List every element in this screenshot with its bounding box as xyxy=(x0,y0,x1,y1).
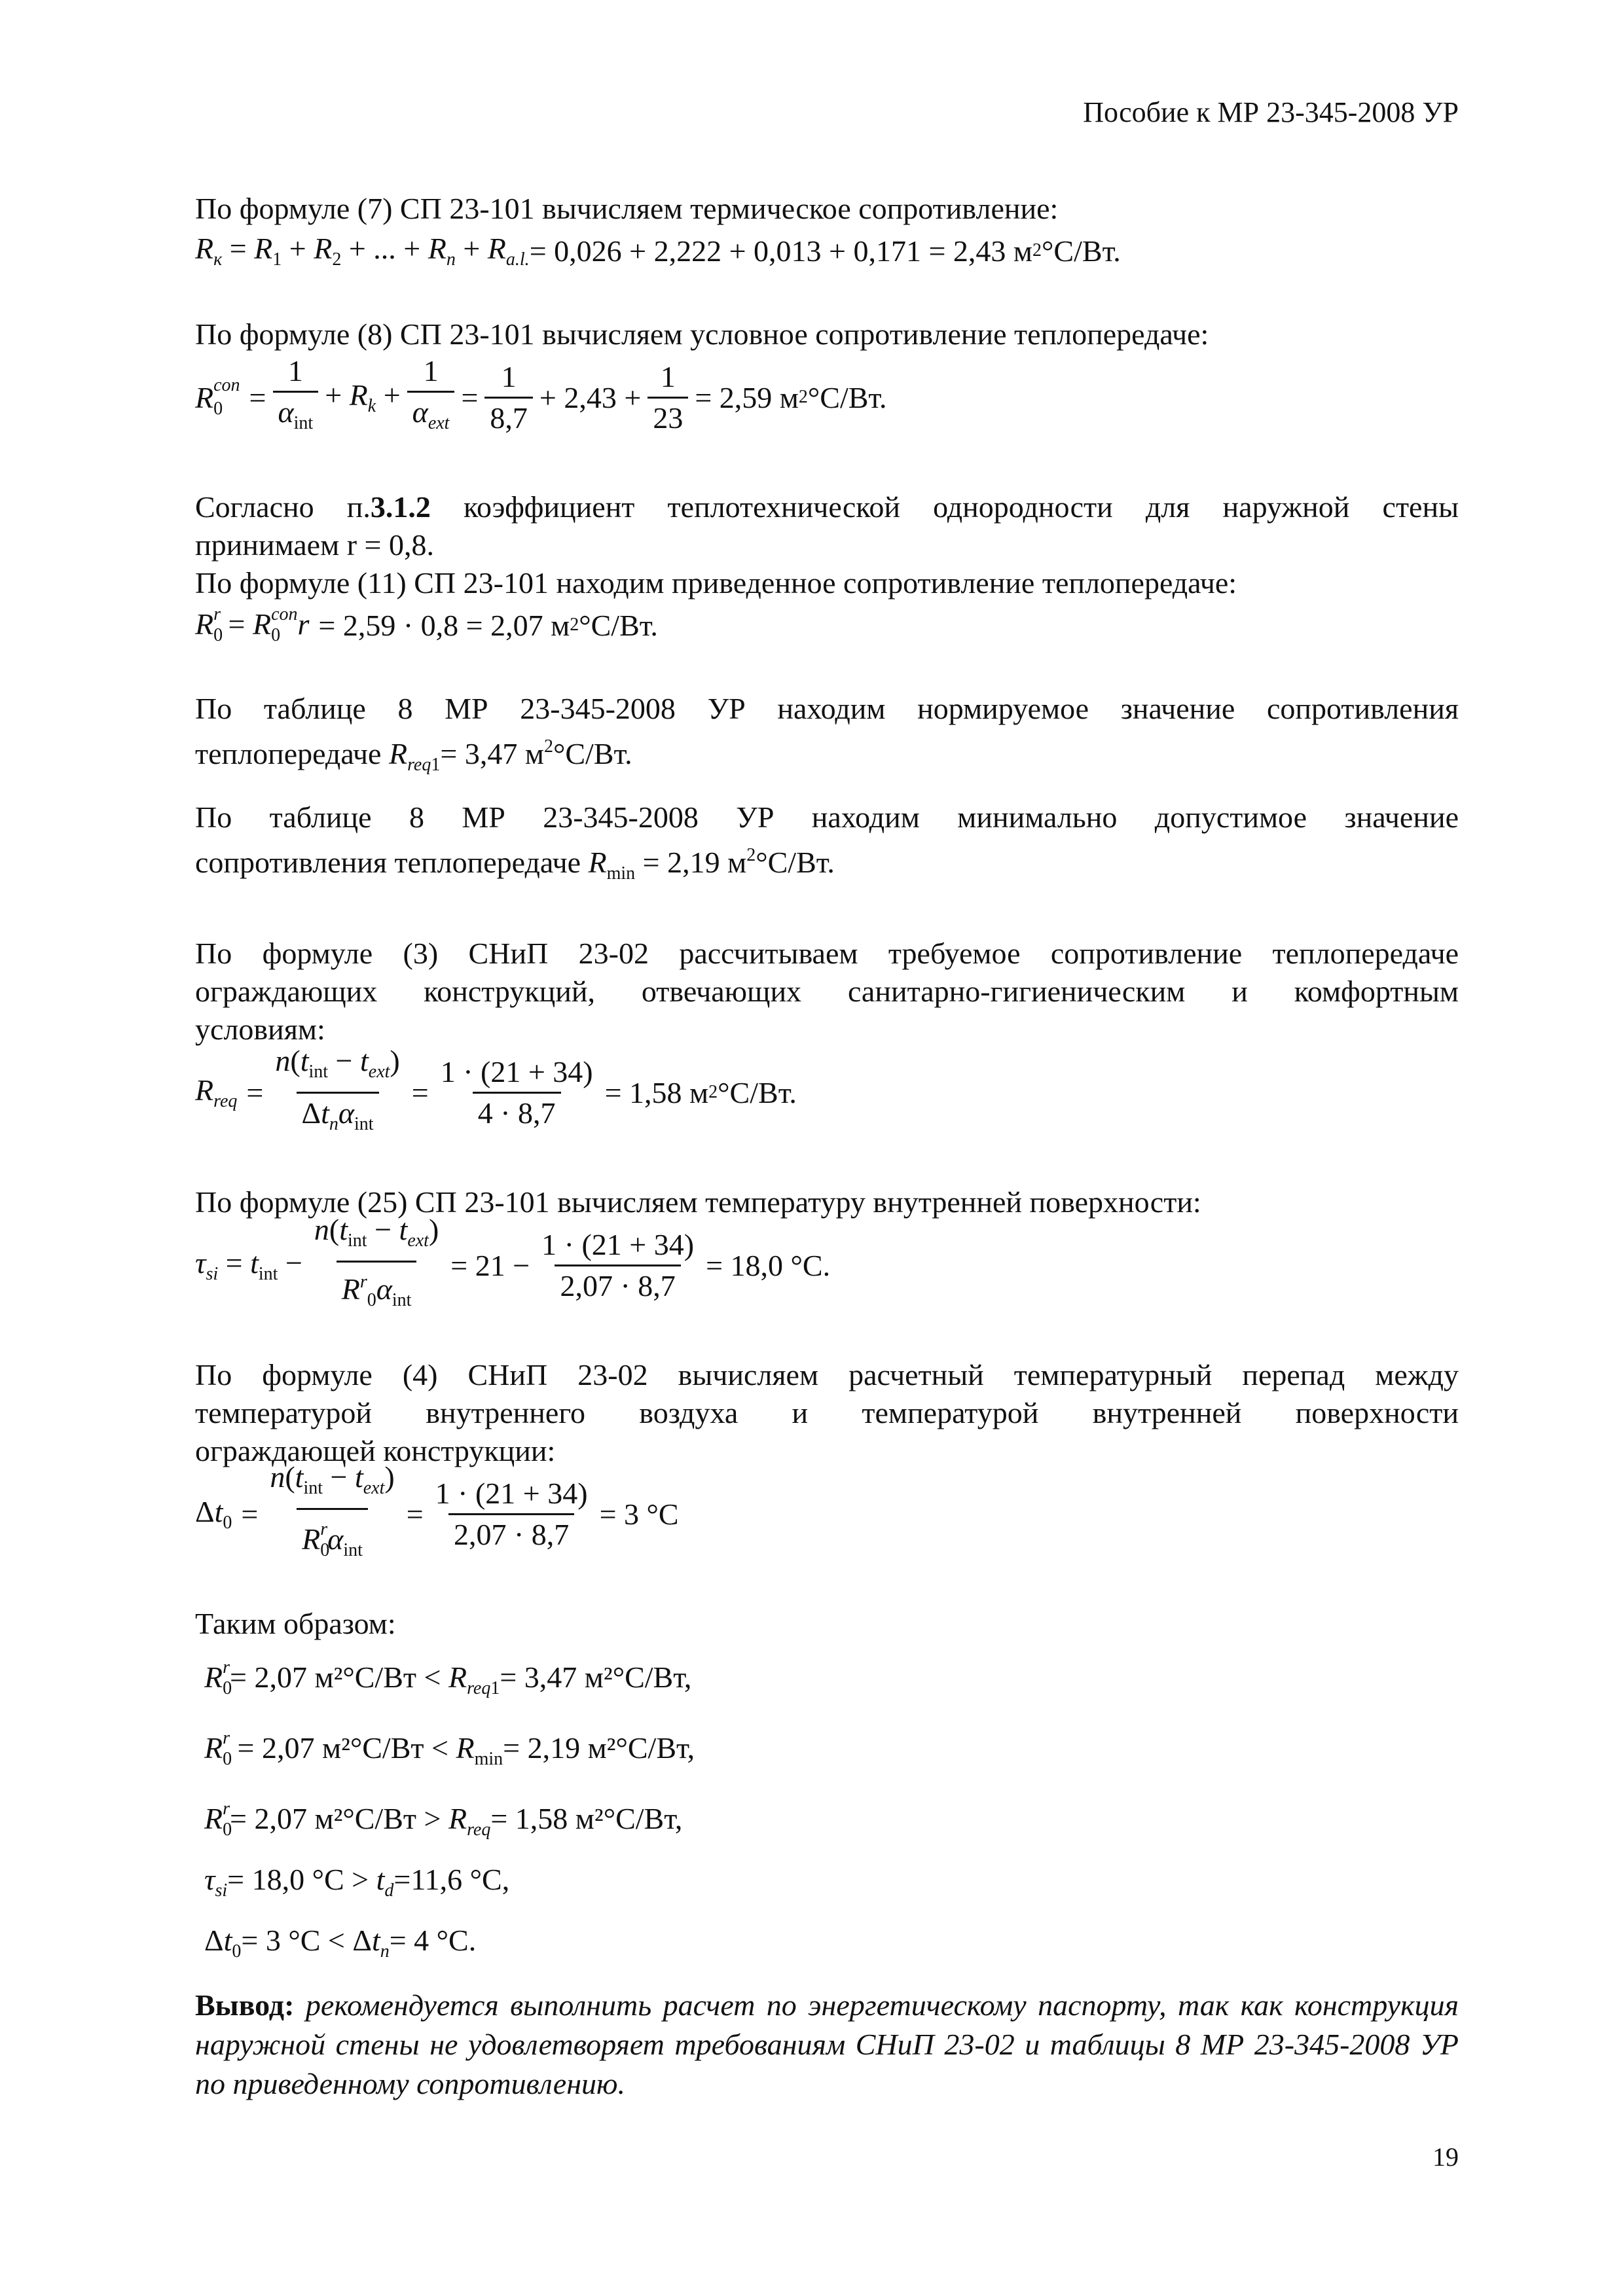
paragraph-uniformity-line2: принимаем r = 0,8. xyxy=(195,528,434,562)
paragraph-temp-difference-line2: температурой внутреннего воздуха и температурой внутренней поверхности xyxy=(195,1396,1459,1429)
summary-item: $\tau_{si}= 18,0$ $^\circ C > t_d=11,6$ °C, xyxy=(204,1863,510,1901)
conclusion-label: Вывод: xyxy=(195,1988,295,2022)
summary-title: Таким образом: xyxy=(195,1607,396,1640)
formula-rreq: $R_{req}$ = $\frac{n(t_{int} - t_{ext})}{\Delta t_n\alpha_{int}}$ = $\frac{1 \cdot (21 + 34)}{4 \cdot 8,7}$ = 1,58 м 2 °C/Вт. xyxy=(195,1043,1459,1141)
conclusion-paragraph xyxy=(195,1986,1459,2104)
summary-item: $R_0^r= 2,07$ $м^2^\circ C/Вт > R_{req}= 1,58$ м²°C/Вт, xyxy=(204,1799,683,1840)
formula-tau-si: $\tau_{si} = t_{int}$ − $\frac{n(t_{int} - t_{ext})}{R^r_0\alpha_{int}}$ = 21 − $\frac{1 \cdot (21 + 34)}{2,07 \cdot 8,7}$ = 18,0 °C. xyxy=(195,1216,1459,1314)
conclusion-text: рекомендуется выполнить расчет по энергетическому паспорту, так как конструкция наружной стены не удовлетворяет требованиям СНиП 23-02 и таблицы 8 МР 23-345-2008 УР по приведенному сопротивлению. xyxy=(195,1988,1459,2100)
paragraph-normative-line1: По таблице 8 МР 23-345-2008 УР находим нормируемое значение сопротивления xyxy=(195,692,1459,725)
paragraph-minimum-line1: По таблице 8 МР 23-345-2008 УР находим минимально допустимое значение xyxy=(195,800,1459,834)
paragraph-required-line3: условиям: xyxy=(195,1013,325,1046)
paragraph-temp-difference-line3: ограждающей конструкции: xyxy=(195,1434,556,1467)
summary-item: $R_0^r= 2,07$ $м^2^\circ C/Вт < R_{req1}= 3,47$ м²°C/Вт, xyxy=(204,1657,692,1698)
formula-r0-con: $R_0^{con}$ = $\frac{1}{\alpha_{int}}$ + $R_k$ + $\frac{1}{\alpha_{ext}}$ = $\frac{1}{8,7}$ + 2,43 + $\frac{1}{23}$ = 2,59 м 2 °C/Вт. xyxy=(195,348,1459,446)
summary-item: $R_0^r = 2,07$ $м^2^\circ C/Вт < R_{min}= 2,19$ м²°C/Вт, xyxy=(204,1728,695,1769)
summary-item: $\Delta t_0= 3$ $^\circ C < \Delta t_n= 4$ °C. xyxy=(204,1924,477,1962)
paragraph-normative-line2: теплопередаче $R_{req1}= 3,47$ $м^2^\circ C/Вт$. xyxy=(195,736,632,775)
paragraph-uniformity-line1: Согласно п.3.1.2 коэффициент теплотехнической однородности для наружной стены xyxy=(195,490,1459,524)
paragraph-surface-temp-intro: По формуле (25) СП 23-101 вычисляем температуру внутренней поверхности: xyxy=(195,1185,1201,1219)
formula-rk: $R_к = R_1 + R_2$ + ... + $R_n + R_{a.l.}$ = 0,026 + 2,222 + 0,013 + 0,171 = 2,43 м 2 ° C/Вт. xyxy=(195,232,1121,270)
page-number: 19 xyxy=(1432,2142,1459,2172)
paragraph-minimum-line2: сопротивления теплопередаче $R_{min} = 2,19$ $м^2^\circ C/Вт$. xyxy=(195,845,835,884)
paragraph-thermal-resistance-intro: По формуле (7) СП 23-101 вычисляем термическое сопротивление: xyxy=(195,192,1059,225)
formula-r0-r: $R_0^r = R_0^{con}r$ = 2,59 · 0,8 = 2,07 м 2 °C/Вт. xyxy=(195,604,658,645)
paragraph-conditional-resistance-intro: По формуле (8) СП 23-101 вычисляем условное сопротивление теплопередаче: xyxy=(195,317,1209,351)
paragraph-temp-difference-line1: По формуле (4) СНиП 23-02 вычисляем расчетный температурный перепад между xyxy=(195,1358,1459,1391)
formula-delta-t0: $\Delta t_0$ = $\frac{n(t_{int} - t_{ext})}{R_0^r\alpha_{int}}$ = $\frac{1 \cdot (21 + 34)}{2,07 \cdot 8,7}$ = 3 °C xyxy=(195,1465,1459,1563)
paragraph-required-line1: По формуле (3) СНиП 23-02 рассчитываем требуемое сопротивление теплопередаче xyxy=(195,937,1459,970)
summary-list xyxy=(195,1643,1459,1977)
page-header: Пособие к МР 23-345-2008 УР xyxy=(1083,96,1459,128)
formula-rk-values: = 0,026 + 2,222 + 0,013 + 0,171 = 2,43 м xyxy=(529,234,1033,268)
paragraph-reduced-resistance-intro: По формуле (11) СП 23-101 находим приведенное сопротивление теплопередаче: xyxy=(195,566,1237,600)
page-body xyxy=(195,190,1459,2104)
paragraph-required-line2: ограждающих конструкций, отвечающих санитарно-гигиеническим и комфортным xyxy=(195,975,1459,1008)
